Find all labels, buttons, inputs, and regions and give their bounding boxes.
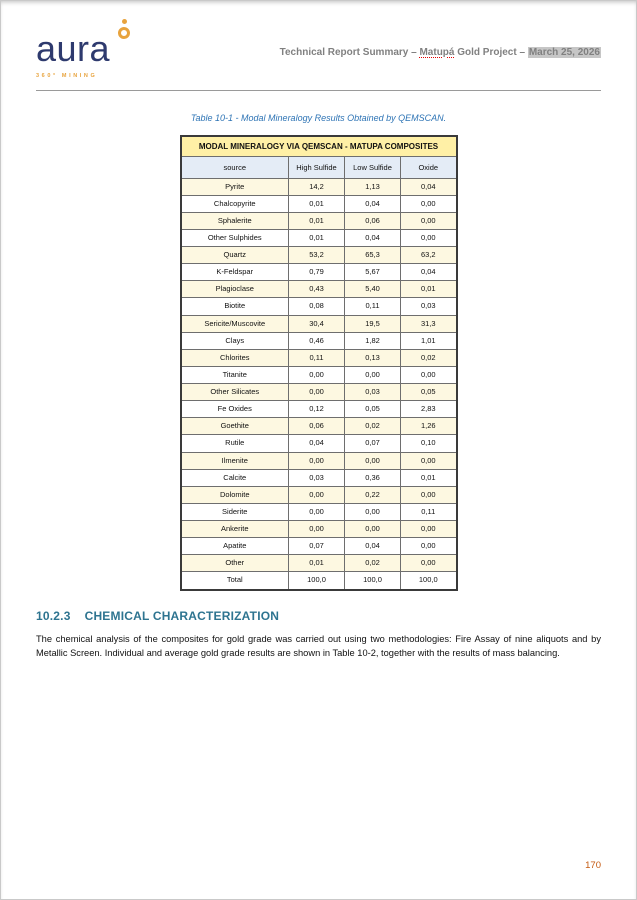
mineral-name-cell: Pyrite (181, 178, 289, 195)
mineral-name-cell: Fe Oxides (181, 401, 289, 418)
column-header-high-sulfide: High Sulfide (289, 156, 345, 178)
value-cell: 0,00 (401, 229, 457, 246)
section-number: 10.2.3 (36, 608, 71, 623)
table-row (181, 418, 457, 435)
table-row (181, 503, 457, 520)
mineral-name-cell: K-Feldspar (181, 264, 289, 281)
table-row (181, 486, 457, 503)
value-cell: 0,02 (401, 349, 457, 366)
mineral-name-cell: Chlorites (181, 349, 289, 366)
header-title-date-highlight: March 25, 2026 (528, 47, 600, 58)
value-cell: 0,04 (345, 195, 401, 212)
value-cell: 0,00 (401, 555, 457, 572)
value-cell: 31,3 (401, 315, 457, 332)
value-cell: 0,00 (289, 384, 345, 401)
value-cell: 0,36 (345, 469, 401, 486)
value-cell: 0,04 (401, 264, 457, 281)
page-number: 170 (585, 860, 601, 871)
table-caption: Table 10-1 - Modal Mineralogy Results Obtained by QEMSCAN. (190, 112, 447, 123)
value-cell: 0,00 (345, 366, 401, 383)
table-title: MODAL MINERALOGY VIA QEMSCAN - MATUPA COMPOSITES (181, 136, 457, 157)
value-cell: 0,01 (289, 212, 345, 229)
value-cell: 0,00 (401, 366, 457, 383)
value-cell: 0,00 (289, 452, 345, 469)
value-cell: 0,04 (289, 435, 345, 452)
value-cell: 100,0 (289, 572, 345, 590)
value-cell: 63,2 (401, 247, 457, 264)
value-cell: 0,03 (401, 298, 457, 315)
table-row (181, 264, 457, 281)
table-row (181, 247, 457, 264)
mineral-name-cell: Clays (181, 332, 289, 349)
mineral-name-cell: Plagioclase (181, 281, 289, 298)
table-row (181, 178, 457, 195)
table-row (181, 452, 457, 469)
header-title-part1: Technical Report Summary – (279, 47, 420, 58)
value-cell: 0,01 (401, 469, 457, 486)
value-cell: 0,01 (289, 555, 345, 572)
mineral-name-cell: Apatite (181, 538, 289, 555)
table-row (181, 281, 457, 298)
aura-logo-row (36, 17, 130, 67)
table-row (181, 469, 457, 486)
mineral-name-cell: Calcite (181, 469, 289, 486)
value-cell: 0,11 (289, 349, 345, 366)
mineral-name-cell: Sphalerite (181, 212, 289, 229)
mineral-name-cell: Ankerite (181, 521, 289, 538)
table-row (181, 315, 457, 332)
mineral-name-cell: Chalcopyrite (181, 195, 289, 212)
value-cell: 0,06 (289, 418, 345, 435)
value-cell: 0,22 (345, 486, 401, 503)
mineral-name-cell: Siderite (181, 503, 289, 520)
table-row (181, 435, 457, 452)
aura-sun-icon (118, 19, 130, 39)
value-cell: 2,83 (401, 401, 457, 418)
table-row (181, 555, 457, 572)
value-cell: 0,01 (289, 195, 345, 212)
page-header (1, 1, 636, 80)
value-cell: 100,0 (345, 572, 401, 590)
value-cell: 0,04 (345, 229, 401, 246)
value-cell: 0,00 (289, 521, 345, 538)
value-cell: 0,00 (401, 212, 457, 229)
value-cell: 53,2 (289, 247, 345, 264)
column-header-low-sulfide: Low Sulfide (345, 156, 401, 178)
value-cell: 0,00 (345, 452, 401, 469)
section-title: CHEMICAL CHARACTERIZATION (84, 608, 280, 623)
value-cell: 0,06 (345, 212, 401, 229)
value-cell: 0,00 (401, 195, 457, 212)
table-row (181, 384, 457, 401)
table-row (181, 521, 457, 538)
body-paragraph: The chemical analysis of the composites for gold grade was carried out using two methodologies: Fire Assay of nine aliquots and by Metallic Screen. Individual and average gold grade results are shown in Table 10-2, together with the results of mass balancing. (36, 633, 601, 659)
aura-logo-tagline: 360° MINING (36, 73, 98, 79)
value-cell: 30,4 (289, 315, 345, 332)
header-title-part2: Gold Project – (454, 47, 528, 58)
value-cell: 0,04 (345, 538, 401, 555)
value-cell: 0,00 (345, 503, 401, 520)
value-cell: 0,03 (345, 384, 401, 401)
mineral-name-cell: Biotite (181, 298, 289, 315)
value-cell: 0,79 (289, 264, 345, 281)
aura-ring-icon (118, 27, 130, 39)
value-cell: 0,05 (345, 401, 401, 418)
value-cell: 0,00 (345, 521, 401, 538)
value-cell: 19,5 (345, 315, 401, 332)
mineral-name-cell: Titanite (181, 366, 289, 383)
mineral-name-cell: Goethite (181, 418, 289, 435)
value-cell: 0,08 (289, 298, 345, 315)
header-divider (36, 90, 601, 91)
mineral-name-cell: Sericite/Muscovite (181, 315, 289, 332)
value-cell: 0,02 (345, 555, 401, 572)
value-cell: 0,12 (289, 401, 345, 418)
value-cell: 1,01 (401, 332, 457, 349)
mineral-name-cell: Other Silicates (181, 384, 289, 401)
value-cell: 65,3 (345, 247, 401, 264)
value-cell: 0,00 (289, 486, 345, 503)
value-cell: 0,00 (289, 503, 345, 520)
value-cell: 0,05 (401, 384, 457, 401)
value-cell: 5,40 (345, 281, 401, 298)
value-cell: 0,00 (401, 452, 457, 469)
value-cell: 0,07 (345, 435, 401, 452)
value-cell: 0,00 (289, 366, 345, 383)
value-cell: 0,10 (401, 435, 457, 452)
value-cell: 14,2 (289, 178, 345, 195)
value-cell: 1,26 (401, 418, 457, 435)
value-cell: 1,13 (345, 178, 401, 195)
value-cell: 1,82 (345, 332, 401, 349)
value-cell: 0,11 (345, 298, 401, 315)
table-body (181, 178, 457, 590)
mineral-name-cell: Quartz (181, 247, 289, 264)
table-row (181, 332, 457, 349)
column-header-oxide: Oxide (401, 156, 457, 178)
table-title-row (181, 136, 457, 157)
table-column-header-row (181, 156, 457, 178)
value-cell: 0,03 (289, 469, 345, 486)
table-row (181, 229, 457, 246)
section-heading (36, 609, 601, 623)
aura-logo-text: aura (36, 28, 111, 69)
mineral-name-cell: Rutile (181, 435, 289, 452)
value-cell: 0,43 (289, 281, 345, 298)
mineral-name-cell: Ilmenite (181, 452, 289, 469)
table-row (181, 538, 457, 555)
value-cell: 0,00 (401, 538, 457, 555)
value-cell: 5,67 (345, 264, 401, 281)
table-row (181, 349, 457, 366)
header-title-matupa: Matupá (419, 47, 455, 58)
mineral-name-cell: Other (181, 555, 289, 572)
aura-dot-icon (122, 19, 127, 24)
modal-mineralogy-table (180, 135, 458, 591)
value-cell: 0,00 (401, 521, 457, 538)
value-cell: 100,0 (401, 572, 457, 590)
table-row (181, 401, 457, 418)
mineral-name-cell: Dolomite (181, 486, 289, 503)
mineral-name-cell: Total (181, 572, 289, 590)
report-header-title (280, 47, 601, 58)
table-row (181, 195, 457, 212)
aura-logo (36, 17, 130, 80)
table-row (181, 366, 457, 383)
mineral-name-cell: Other Sulphides (181, 229, 289, 246)
value-cell: 0,01 (401, 281, 457, 298)
table-row (181, 298, 457, 315)
column-header-source: source (181, 156, 289, 178)
value-cell: 0,01 (289, 229, 345, 246)
table-row (181, 212, 457, 229)
value-cell: 0,46 (289, 332, 345, 349)
value-cell: 0,11 (401, 503, 457, 520)
value-cell: 0,04 (401, 178, 457, 195)
table-row (181, 572, 457, 590)
value-cell: 0,00 (401, 486, 457, 503)
table-head (181, 136, 457, 179)
value-cell: 0,07 (289, 538, 345, 555)
value-cell: 0,13 (345, 349, 401, 366)
value-cell: 0,02 (345, 418, 401, 435)
